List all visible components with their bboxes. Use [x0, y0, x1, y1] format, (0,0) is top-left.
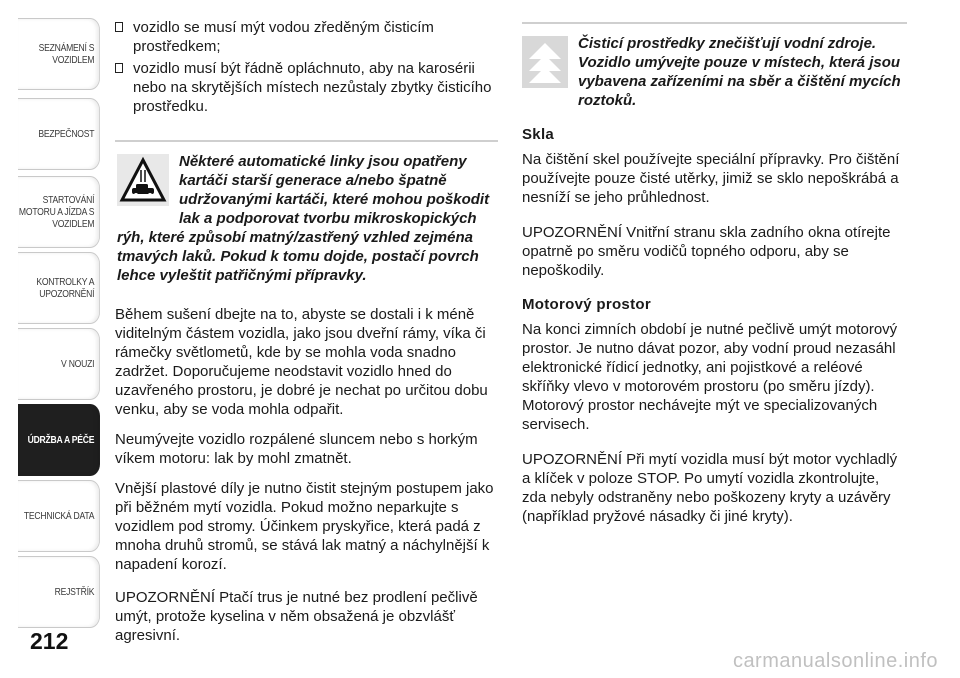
warning-box [115, 140, 498, 285]
checkbox-bullet-icon [115, 63, 123, 73]
paragraph: Na konci zimních období je nutné pečlivě umýt motorový prostor. Je nutno dávat pozor, aby vodní proud nezasáhl elektronické řídicí jednotky, ani pojistkové a reléové skříňky vlevo v motorovém prostoru (po směru jízdy). Motorový prostor nechávejte mýt ve specializovaných servisech. [522, 321, 898, 433]
tab-seznameni[interactable] [18, 18, 100, 90]
tab-bezpecnost[interactable] [18, 98, 100, 170]
chapter-sidebar [0, 0, 100, 678]
left-column [115, 0, 500, 645]
paragraph: Během sušení dbejte na to, abyste se dostali i k méně viditelným částem vozidla, jako jsou dveřní rámy, víka či rámečky světlometů, kde by se mohla voda snadno zadržet. Doporučujeme neodstavit vozidlo hned do uzavřeného prostoru, je dobré je nechat po určitou dobu venku, aby se voda mohla odpařit. [115, 306, 488, 418]
car-wash-warning-icon [117, 154, 169, 206]
paragraph: Vnější plastové díly je nutno čistit stejným postupem jako při běžném mytí vozidla. Pokud možno neparkujte s vozidlem pod stromy. Účinkem pryskyřice, která padá z mnoha druhů stromů, se stává lak matný a náchylnější k napadení korozí. [115, 480, 494, 573]
tab-v-nouzi[interactable] [18, 328, 100, 400]
warning-text: Některé automatické linky jsou opatřeny kartáči starší generace a/nebo špatně udržovanými kartáči, které mohou poškodit lak a podporovat tvorbu mikroskopických rýh, které způsobí matný/zastřený vzhled zejména tmavých laků. Pokud k tomu dojde, postačí povrch lehce vyleštit patřičnými přípravky. [117, 153, 490, 284]
page-number: 212 [30, 628, 69, 654]
paragraph: Na čištění skel používejte speciální přípravky. Pro čištění používejte pouze čisté utěrky, jimiž se sklo nepoškrábá a nesníží se jeho průhlednost. [522, 151, 900, 206]
tab-label: BEZPEČNOST [38, 128, 95, 140]
tab-technicka-data[interactable] [18, 480, 100, 552]
tab-label: V NOUZI [61, 358, 95, 370]
list-item: vozidlo se musí mýt vodou zředěným čisticím prostředkem; [115, 18, 500, 56]
tab-startovani[interactable] [18, 176, 100, 248]
tab-label: STARTOVÁNÍ MOTORU A JÍZDA S VOZIDLEM [18, 194, 95, 230]
environment-tree-icon [522, 36, 568, 88]
paragraph: Neumývejte vozidlo rozpálené sluncem nebo s horkým víkem motoru: lak by mohl zmatnět. [115, 431, 478, 467]
list-item: vozidlo musí být řádně opláchnuto, aby na karosérii nebo na skrytějších místech nezůstaly zbytky čisticího prostředku. [115, 59, 500, 116]
tab-kontrolky[interactable] [18, 252, 100, 324]
section-heading: Skla [522, 126, 555, 143]
tab-label: ÚDRŽBA A PÉČE [27, 434, 95, 446]
tab-label: SEZNÁMENÍ S VOZIDLEM [38, 42, 95, 66]
note-paragraph: UPOZORNĚNÍ Ptačí trus je nutné bez prodlení pečlivě umýt, protože kyselina v něm obsažená je obzvlášť agresivní. [115, 589, 478, 644]
environment-text: Čisticí prostředky znečišťují vodní zdroje. Vozidlo umývejte pouze v místech, která jsou vybavena zařízeními na sběr a čištění mycích roztoků. [578, 35, 901, 109]
tab-label: KONTROLKY A UPOZORNĚNÍ [36, 276, 95, 300]
right-column [522, 0, 907, 526]
environment-note [522, 22, 907, 110]
tab-rejstrik[interactable] [18, 556, 100, 628]
section-heading: Motorový prostor [522, 296, 651, 313]
tab-label: TECHNICKÁ DATA [23, 510, 95, 522]
bullet-list [115, 18, 500, 116]
tab-label: REJSTŘÍK [54, 586, 95, 598]
note-paragraph: UPOZORNĚNÍ Vnitřní stranu skla zadního okna otírejte opatrně po směru vodičů topného odporu, aby se nepoškodily. [522, 224, 891, 279]
note-paragraph: UPOZORNĚNÍ Při mytí vozidla musí být motor vychladlý a klíček v poloze STOP. Po umytí vozidla zkontrolujte, zda nebyly odstraněny nebo poškozeny kryty a uzávěry (například pryžové násadky či jiné kryty). [522, 451, 898, 525]
watermark: carmanualsonline.info [732, 650, 938, 672]
checkbox-bullet-icon [115, 22, 123, 32]
tab-udrzba-active[interactable] [18, 404, 100, 476]
